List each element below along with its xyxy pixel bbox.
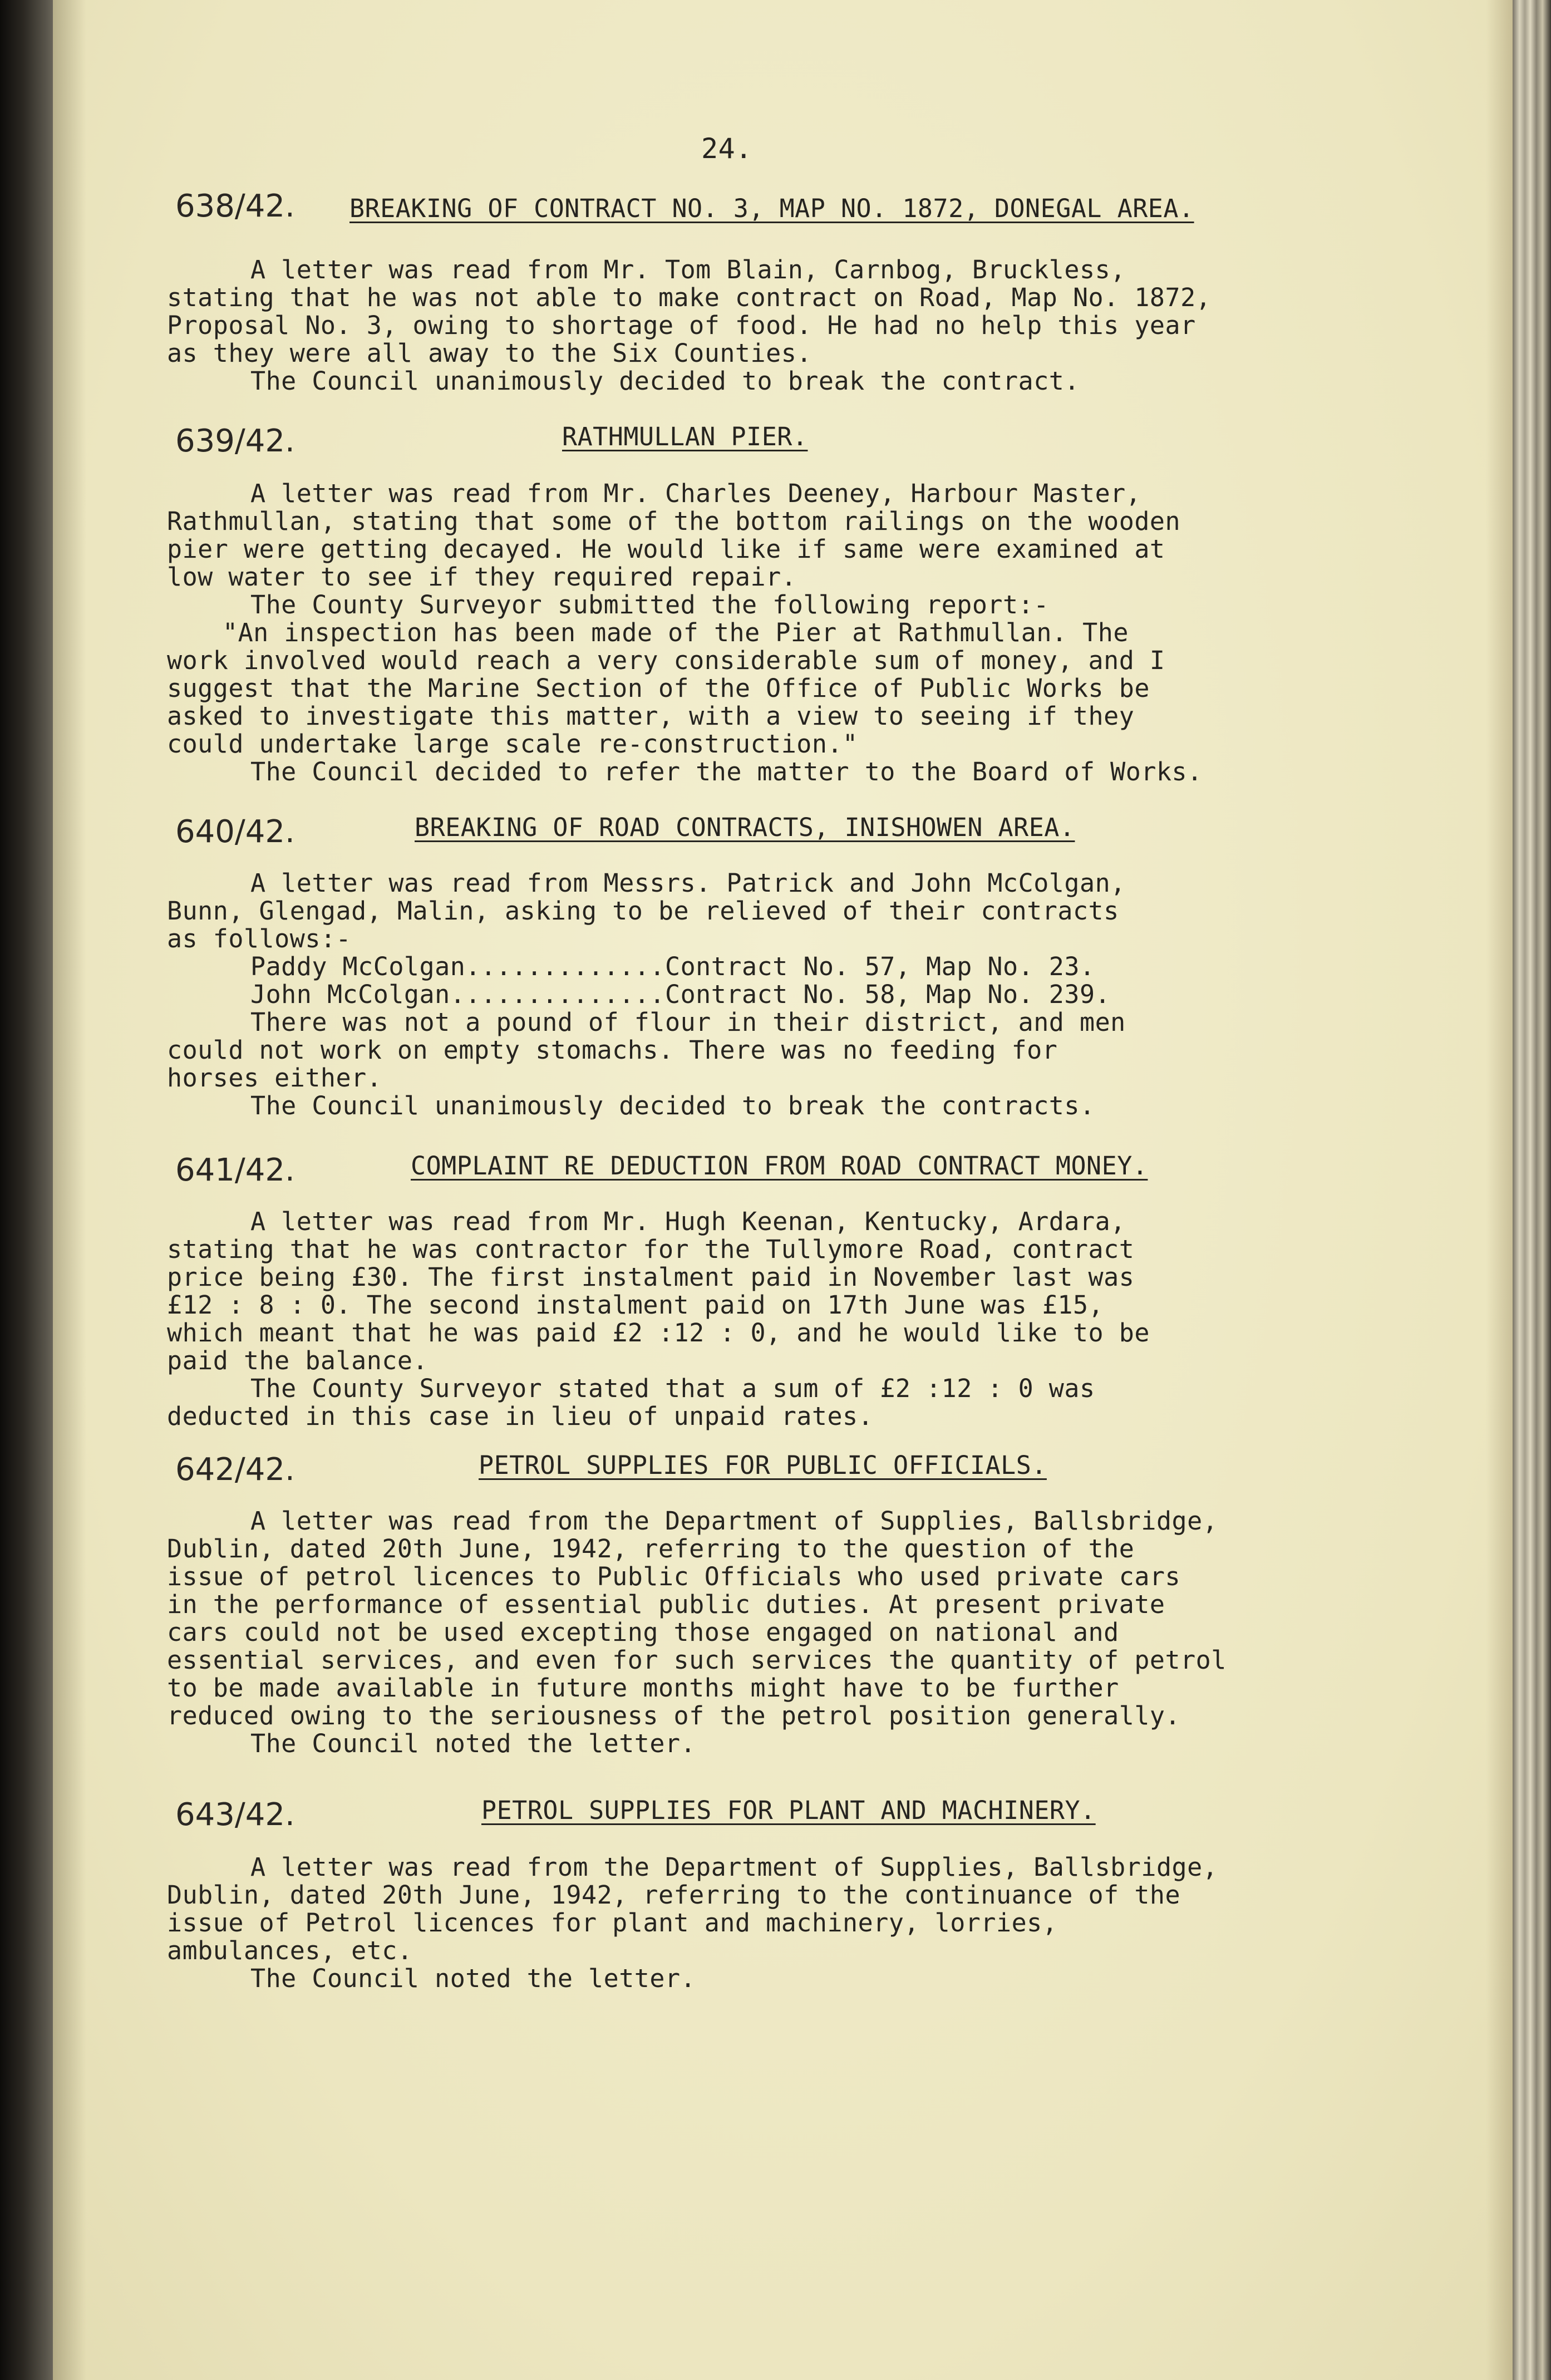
text-line: Bunn, Glengad, Malin, asking to be relieved of their contracts [167, 896, 1119, 926]
entry-heading: PETROL SUPPLIES FOR PLANT AND MACHINERY. [481, 1796, 1096, 1825]
text-line: The Council noted the letter. [250, 1729, 696, 1758]
entry-heading: PETROL SUPPLIES FOR PUBLIC OFFICIALS. [479, 1450, 1047, 1480]
text-line: A letter was read from Mr. Hugh Keenan, Kentucky, Ardara, [250, 1207, 1126, 1236]
entry-body [167, 256, 1308, 395]
text-line: as follows:- [167, 924, 352, 953]
text-line: £12 : 8 : 0. The second instalment paid on 17th June was £15, [167, 1290, 1104, 1320]
text-line: could not work on empty stomachs. There was no feeding for [167, 1035, 1058, 1065]
text-line: work involved would reach a very considerable sum of money, and I [167, 646, 1165, 675]
text-line: pier were getting decayed. He would like if same were examined at [167, 534, 1165, 564]
entry-number: 640/42. [175, 814, 295, 850]
text-line: John McColgan..............Contract No. 58, Map No. 239. [250, 980, 1111, 1009]
text-line: Rathmullan, stating that some of the bottom railings on the wooden [167, 507, 1181, 536]
text-line: essential services, and even for such services the quantity of petrol [167, 1645, 1227, 1675]
page-edge-stack [1513, 0, 1551, 2380]
text-line: deducted in this case in lieu of unpaid rates. [167, 1402, 874, 1431]
entry-body [167, 1853, 1308, 1993]
entry-number: 639/42. [175, 423, 295, 459]
text-line: could undertake large scale re-construction." [167, 729, 858, 759]
text-line: Paddy McColgan.............Contract No. 57, Map No. 23. [250, 952, 1095, 981]
text-line: There was not a pound of flour in their district, and men [250, 1007, 1126, 1037]
entry-heading: BREAKING OF ROAD CONTRACTS, INISHOWEN AREA. [415, 813, 1075, 842]
entry-heading: COMPLAINT RE DEDUCTION FROM ROAD CONTRACT MONEY. [411, 1151, 1148, 1181]
text-line: A letter was read from Mr. Charles Deeney, Harbour Master, [250, 479, 1141, 508]
entry-heading: BREAKING OF CONTRACT NO. 3, MAP NO. 1872, DONEGAL AREA. [349, 194, 1194, 223]
text-line: ambulances, etc. [167, 1936, 413, 1965]
text-line: asked to investigate this matter, with a view to seeing if they [167, 701, 1135, 731]
text-line: horses either. [167, 1063, 382, 1093]
text-line: The County Surveyor stated that a sum of £2 :12 : 0 was [250, 1374, 1095, 1403]
entry-body [167, 869, 1308, 1120]
entry-number: 642/42. [175, 1452, 295, 1488]
text-line: paid the balance. [167, 1346, 429, 1375]
text-line: The Council unanimously decided to break the contract. [250, 366, 1080, 396]
text-line: stating that he was not able to make contract on Road, Map No. 1872, [167, 283, 1212, 312]
page-number: 24. [701, 132, 752, 165]
text-line: A letter was read from Mr. Tom Blain, Carnbog, Bruckless, [250, 255, 1126, 284]
text-line: price being £30. The first instalment paid in November last was [167, 1262, 1135, 1292]
text-line: The County Surveyor submitted the following report:- [250, 590, 1049, 619]
text-line: A letter was read from the Department of Supplies, Ballsbridge, [250, 1852, 1218, 1882]
text-line: suggest that the Marine Section of the Office of Public Works be [167, 673, 1150, 703]
text-line: issue of Petrol licences for plant and machinery, lorries, [167, 1908, 1058, 1938]
entry-body [167, 1507, 1308, 1758]
entry-number: 638/42. [175, 188, 295, 224]
entry-number: 641/42. [175, 1152, 295, 1188]
entry-body [167, 480, 1308, 786]
text-line: in the performance of essential public duties. At present private [167, 1590, 1165, 1619]
text-line: which meant that he was paid £2 :12 : 0, and he would like to be [167, 1318, 1150, 1348]
text-line: The Council unanimously decided to break the contracts. [250, 1091, 1095, 1120]
text-line: The Council decided to refer the matter to the Board of Works. [250, 757, 1203, 786]
text-line: low water to see if they required repair. [167, 562, 797, 592]
text-line: "An inspection has been made of the Pier at Rathmullan. The [223, 618, 1129, 647]
text-line: issue of petrol licences to Public Officials who used private cars [167, 1562, 1181, 1591]
text-line: cars could not be used excepting those engaged on national and [167, 1617, 1119, 1647]
entry-body [167, 1208, 1308, 1430]
text-line: Dublin, dated 20th June, 1942, referring to the question of the [167, 1534, 1135, 1563]
text-line: The Council noted the letter. [250, 1964, 696, 1993]
text-line: to be made available in future months might have to be further [167, 1673, 1119, 1703]
entry-number: 643/42. [175, 1797, 295, 1833]
text-line: Dublin, dated 20th June, 1942, referring to the continuance of the [167, 1880, 1181, 1910]
text-line: as they were all away to the Six Counties. [167, 338, 812, 368]
entry-heading: RATHMULLAN PIER. [562, 422, 808, 451]
text-line: A letter was read from Messrs. Patrick and John McColgan, [250, 868, 1126, 898]
text-line: Proposal No. 3, owing to shortage of food. He had no help this year [167, 311, 1196, 340]
text-line: stating that he was contractor for the Tullymore Road, contract [167, 1235, 1135, 1264]
text-line: A letter was read from the Department of Supplies, Ballsbridge, [250, 1506, 1218, 1536]
text-line: reduced owing to the seriousness of the petrol position generally. [167, 1701, 1181, 1730]
